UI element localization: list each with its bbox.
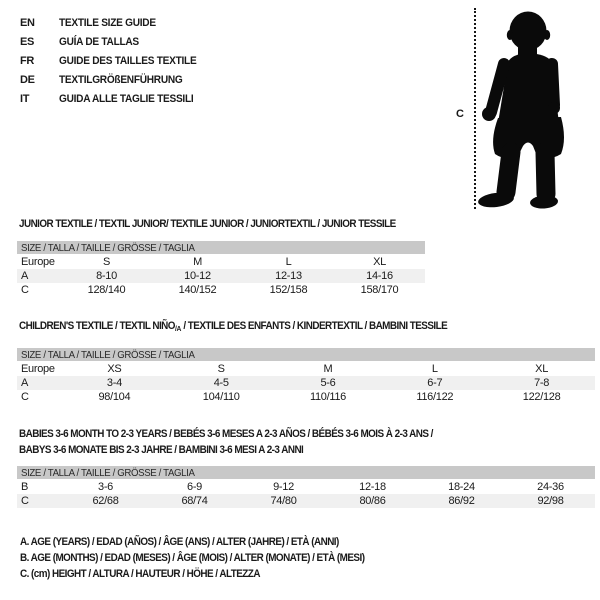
- babies-title-line2: BABYS 3-6 MONATE BIS 2-3 JAHRE / BAMBINI 3-6 MESI A 2-3 ANNI: [19, 444, 304, 456]
- table-cell: 140/152: [178, 284, 217, 296]
- table-cell: 10-12: [184, 270, 211, 282]
- guide-title-it: GUIDA ALLE TAGLIE TESSILI: [59, 92, 194, 105]
- table-cell: 5-6: [320, 377, 336, 389]
- children-title-suffix: / TEXTILE DES ENFANTS / KINDERTEXTIL / BAMBINI TESSILE: [181, 320, 448, 332]
- language-row: [20, 32, 208, 51]
- table-cell: 7-8: [534, 377, 550, 389]
- babies-title-line1: BABIES 3-6 MONTH TO 2-3 YEARS / BEBÉS 3-6 MESES A 2-3 AÑOS / BÉBÉS 3-6 MOIS À 2-3 ANS /: [19, 428, 433, 440]
- language-row: [20, 13, 208, 32]
- legend-line-a: A. AGE (YEARS) / EDAD (AÑOS) / ÂGE (ANS) / ALTER (JAHRE) / ETÀ (ANNI): [20, 536, 339, 548]
- baby-silhouette: [460, 0, 600, 215]
- table-cell: 128/140: [87, 284, 126, 296]
- table-cell: 158/170: [360, 284, 399, 296]
- guide-title-de: TEXTILGRÖßENFÜHRUNG: [59, 73, 183, 86]
- guide-title-fr: GUIDE DES TAILLES TEXTILE: [59, 54, 197, 67]
- table-cell: 116/122: [416, 391, 454, 403]
- table-cell: 3-4: [106, 377, 122, 389]
- table-cell: 8-10: [96, 270, 117, 282]
- table-cell: 12-13: [275, 270, 302, 282]
- table-cell: 18-24: [448, 481, 475, 493]
- legend-line-c: C. (cm) HEIGHT / ALTURA / HAUTEUR / HÖHE / ALTEZZA: [20, 568, 260, 580]
- language-title-list: [20, 13, 208, 108]
- size-header-text: SIZE / TALLA / TAILLE / GRÖSSE / TAGLIA: [21, 466, 195, 479]
- row-label: A: [21, 270, 29, 282]
- row-label: C: [21, 495, 29, 507]
- table-cell: XS: [107, 363, 122, 375]
- table-cell: 4-5: [213, 377, 229, 389]
- height-measure-dotted-line: [474, 8, 476, 209]
- table-row: [17, 269, 425, 283]
- table-row: [17, 390, 595, 404]
- language-row: [20, 70, 208, 89]
- table-cell: 6-9: [187, 481, 202, 493]
- language-code: DE: [20, 73, 35, 86]
- row-label: C: [21, 391, 29, 403]
- table-row: [17, 255, 425, 269]
- table-cell: 92/98: [537, 495, 564, 507]
- table-cell: 68/74: [181, 495, 208, 507]
- language-row: [20, 89, 208, 108]
- table-cell: 122/128: [522, 391, 561, 403]
- table-cell: S: [102, 256, 111, 268]
- size-header-bar: [17, 466, 595, 479]
- size-header-bar: [17, 241, 425, 254]
- row-label: C: [21, 284, 29, 296]
- language-code: FR: [20, 54, 35, 67]
- table-cell: 104/110: [202, 391, 240, 403]
- language-code: EN: [20, 16, 35, 29]
- table-cell: M: [193, 256, 202, 268]
- table-row: [17, 376, 595, 390]
- table-cell: 24-36: [537, 481, 564, 493]
- table-cell: 110/116: [309, 391, 346, 403]
- table-row: [17, 283, 425, 297]
- table-row: [17, 494, 595, 508]
- row-label: Europe: [21, 363, 55, 375]
- table-cell: 6-7: [427, 377, 443, 389]
- table-cell: L: [431, 363, 438, 375]
- size-header-text: SIZE / TALLA / TAILLE / GRÖSSE / TAGLIA: [21, 241, 195, 254]
- table-row: [17, 362, 595, 376]
- table-cell: 152/158: [269, 284, 308, 296]
- size-header-text: SIZE / TALLA / TAILLE / GRÖSSE / TAGLIA: [21, 348, 195, 361]
- language-row: [20, 51, 208, 70]
- row-label: A: [21, 377, 29, 389]
- table-cell: S: [217, 363, 225, 375]
- table-cell: 14-16: [366, 270, 393, 282]
- table-cell: 74/80: [270, 495, 297, 507]
- row-label: B: [21, 481, 29, 493]
- babies-section-title: [19, 426, 433, 458]
- babies-size-table: [17, 466, 595, 508]
- table-cell: 80/86: [359, 495, 386, 507]
- language-code: IT: [20, 92, 30, 105]
- junior-section-title: JUNIOR TEXTILE / TEXTIL JUNIOR/ TEXTILE JUNIOR / JUNIORTEXTIL / JUNIOR TESSILE: [19, 218, 396, 230]
- guide-title-es: GUÍA DE TALLAS: [59, 35, 139, 48]
- legend: [20, 536, 403, 584]
- table-row: [17, 480, 595, 494]
- children-title-prefix: CHILDREN'S TEXTILE / TEXTIL NIÑO: [19, 320, 175, 332]
- children-title-subscript: /A: [174, 324, 182, 333]
- table-cell: 98/104: [98, 391, 131, 403]
- junior-size-table: [17, 241, 425, 297]
- table-cell: 62/68: [92, 495, 119, 507]
- language-code: ES: [20, 35, 35, 48]
- legend-line-b: B. AGE (MONTHS) / EDAD (MESES) / ÂGE (MOIS) / ALTER (MONATE) / ETÀ (MESI): [20, 552, 365, 564]
- children-size-table: [17, 348, 595, 404]
- table-cell: 9-12: [273, 481, 294, 493]
- table-cell: XL: [373, 256, 386, 268]
- guide-title-en: TEXTILE SIZE GUIDE: [59, 16, 156, 29]
- children-section-title: [19, 320, 447, 333]
- table-cell: 12-18: [359, 481, 386, 493]
- size-header-bar: [17, 348, 595, 361]
- table-cell: M: [323, 363, 333, 375]
- table-cell: 86/92: [448, 495, 475, 507]
- table-cell: 3-6: [98, 481, 113, 493]
- row-label: Europe: [21, 256, 55, 268]
- height-marker-label: C: [456, 108, 464, 120]
- table-cell: XL: [535, 363, 549, 375]
- table-cell: L: [285, 256, 292, 268]
